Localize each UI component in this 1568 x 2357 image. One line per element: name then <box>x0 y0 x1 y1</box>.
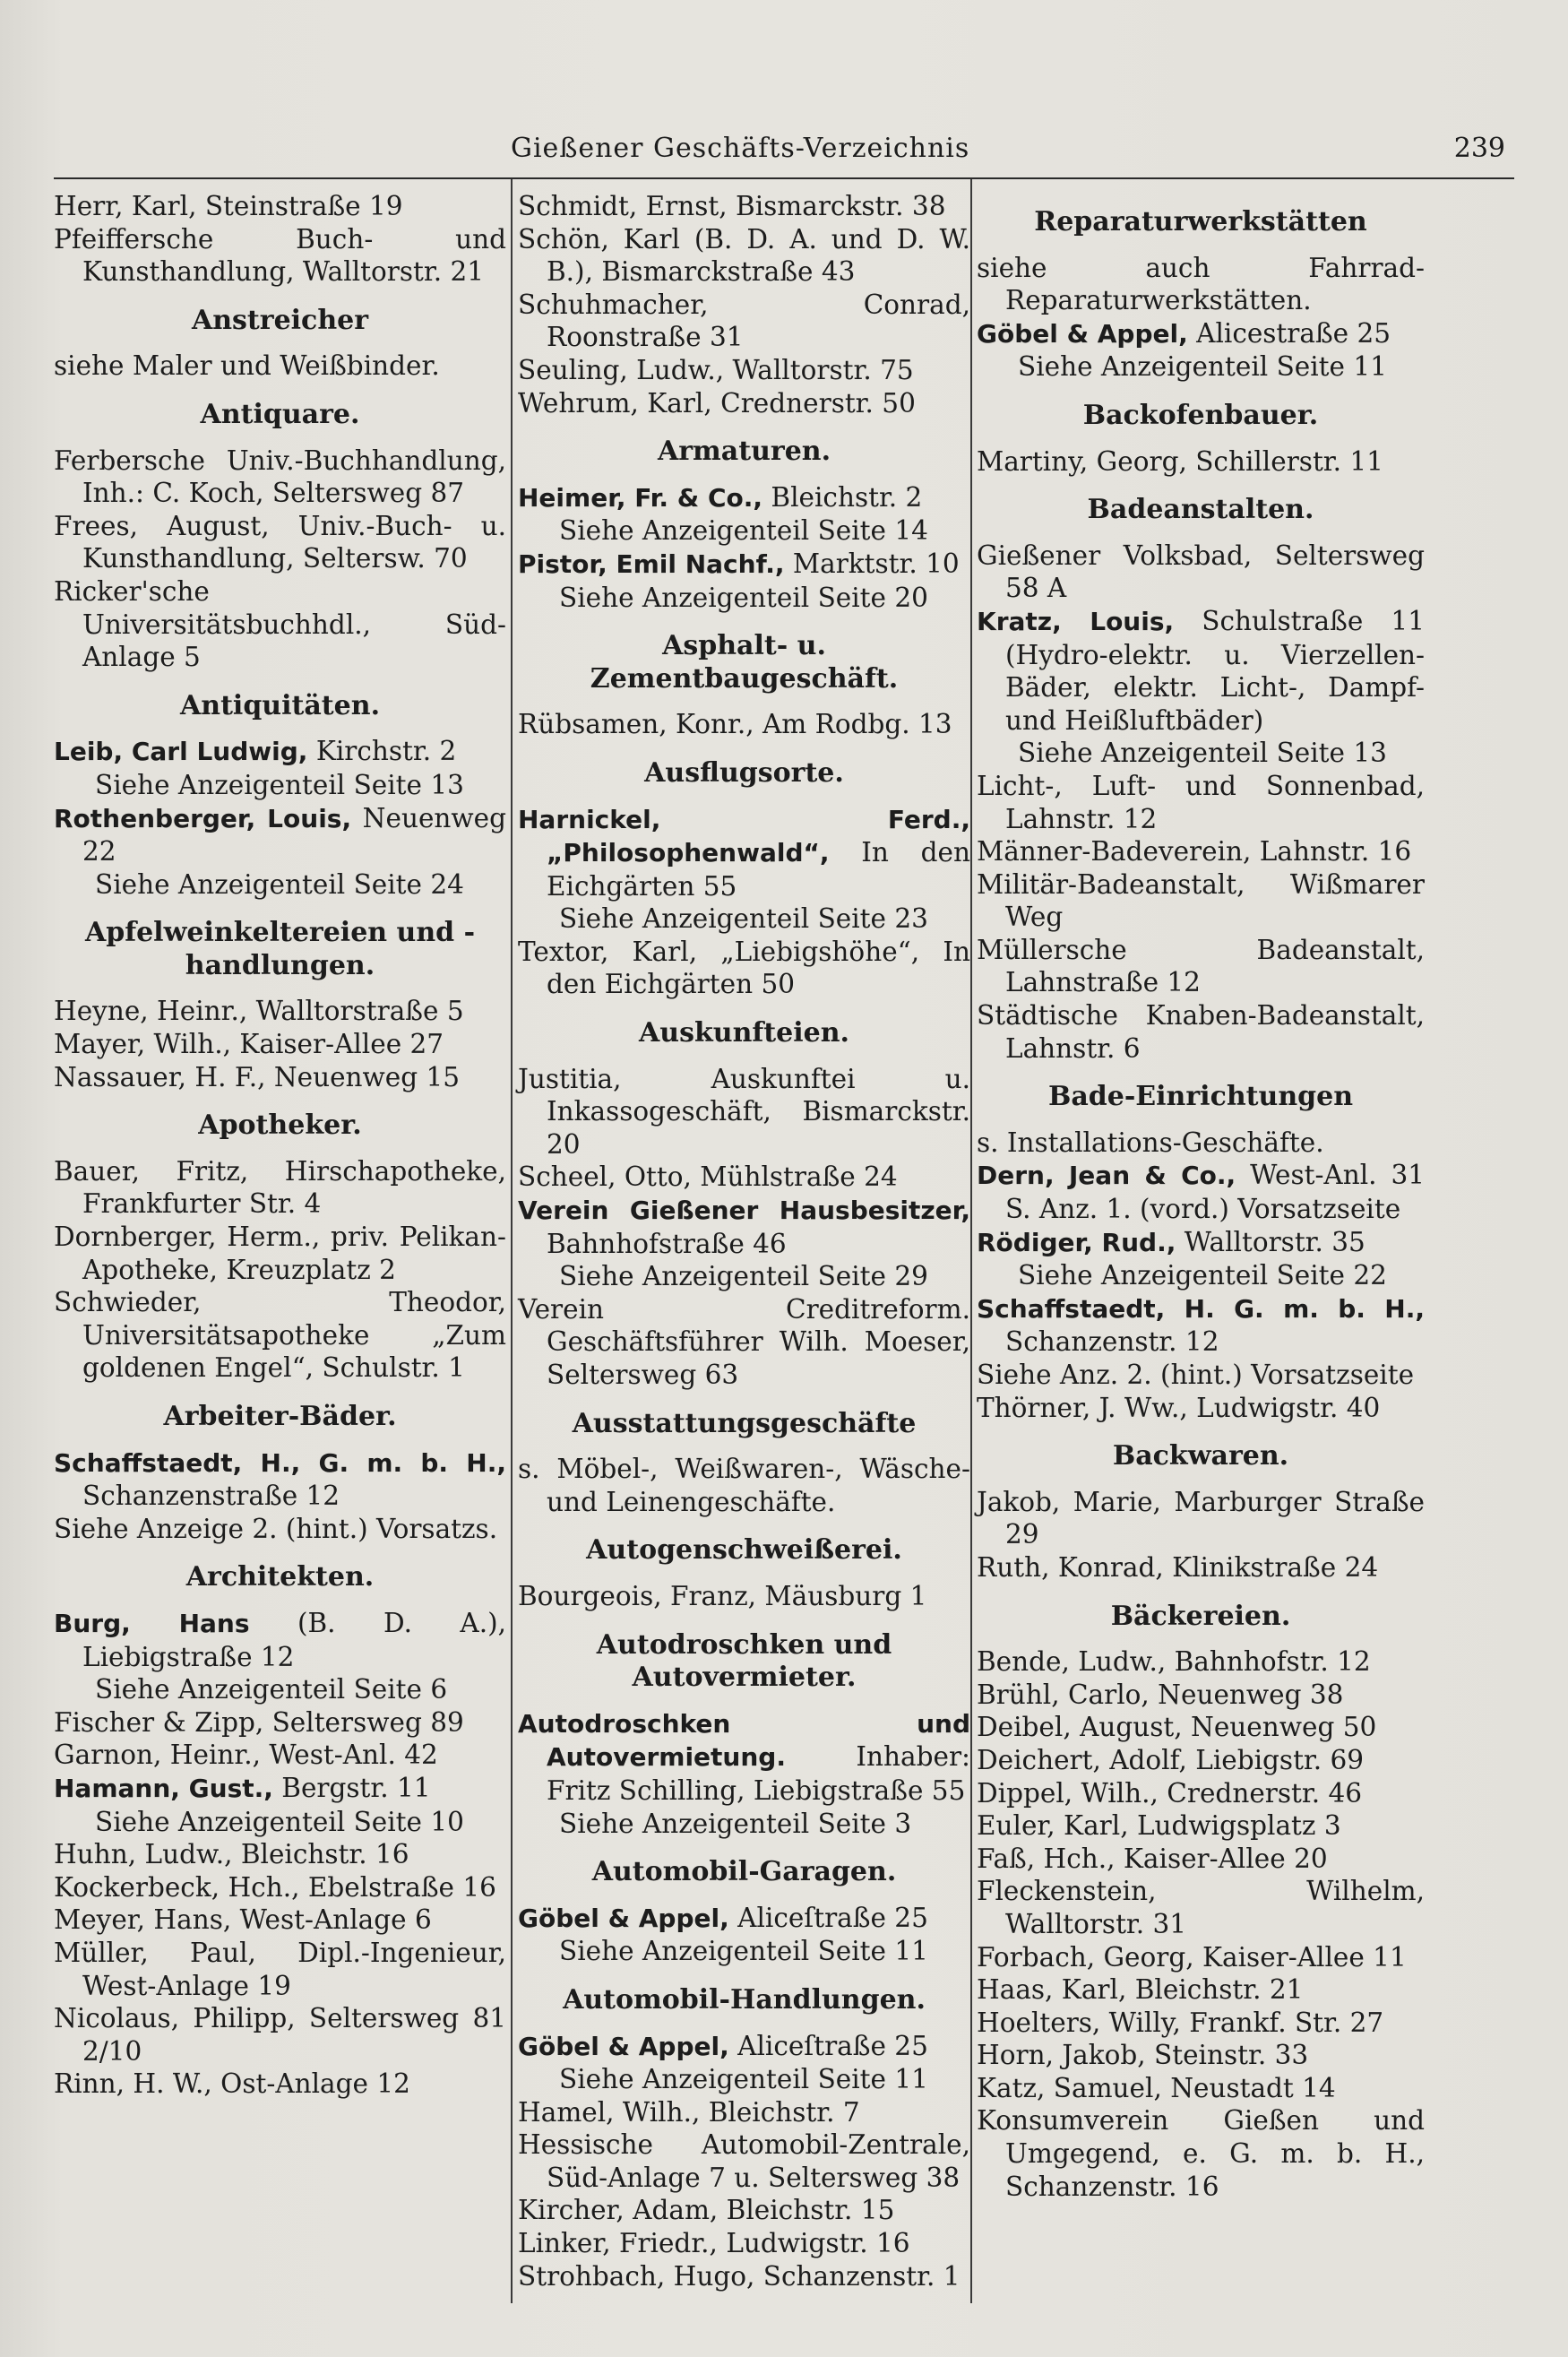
directory-entry: Kircher, Adam, Bleichstr. 15 <box>518 2195 895 2226</box>
directory-entry: Siehe Anzeige 2. (hint.) Vorsatzs. <box>54 1513 498 1544</box>
entry-detail: Aliceſtraße 25 <box>737 1902 928 1933</box>
directory-entry <box>977 605 1425 737</box>
entry-detail: Bahnhofstraße 46 <box>547 1228 787 1259</box>
directory-entry: Ruth, Konrad, Klinikstraße 24 <box>977 1551 1379 1583</box>
directory-entry: Licht-, Luft- und Sonnenbad, Lahnstr. 12 <box>977 770 1425 834</box>
page-number: 239 <box>1453 133 1505 164</box>
column-middle <box>518 190 970 2292</box>
entry-name-bold: Harnickel, Ferd., „Philosophenwald“, <box>518 804 970 868</box>
directory-entry: Strohbach, Hugo, Schanzenstr. 1 <box>518 2260 961 2292</box>
entry-name-bold: Schaffstaedt, H. G. m. b. H., <box>977 1293 1425 1324</box>
directory-entry <box>54 802 506 868</box>
section-heading: Automobil-Handlungen. <box>563 1983 926 2016</box>
entry-detail: Marktstr. 10 <box>792 548 960 579</box>
directory-entry <box>518 1707 970 1808</box>
entry-detail: Schanzenstraße 12 <box>82 1481 340 1512</box>
directory-entry: siehe auch Fahrrad-Reparaturwerkstätten. <box>977 252 1425 316</box>
section-heading: Antiquitäten. <box>179 689 381 721</box>
directory-entry <box>518 1194 970 1260</box>
directory-entry: Verein Creditreform. Geschäftsführer Wilh. Moeser, Seltersweg 63 <box>518 1293 970 1390</box>
ad-reference: Siehe Anzeigenteil Seite 10 <box>95 1806 464 1837</box>
entry-detail: Neuenweg 22 <box>82 802 506 868</box>
directory-entry: Schön, Karl (B. D. A. und D. W. B.), Bismarckstraße 43 <box>518 223 970 288</box>
section-heading: Asphalt- u. Zementbaugeschäft. <box>590 630 899 695</box>
ad-reference: Siehe Anzeigenteil Seite 22 <box>1018 1260 1387 1291</box>
section-heading: Ausstattungsgeschäfte <box>572 1407 917 1439</box>
directory-entry: Schwieder, Theodor, Universitätsapotheke „Zum goldenen Engel“, Schulstr. 1 <box>54 1287 506 1384</box>
section-heading: Anstreicher <box>191 304 369 336</box>
entry-name-bold: Pistor, Emil Nachf., <box>518 548 785 579</box>
ad-reference: Siehe Anzeigenteil Seite 24 <box>95 868 464 900</box>
section-heading: Badeanstalten. <box>1087 494 1314 526</box>
directory-entry: Bende, Ludw., Bahnhofstr. 12 <box>977 1646 1371 1678</box>
entry-detail: Kirchstr. 2 <box>315 736 457 767</box>
entry-name-bold: Rothenberger, Louis, <box>54 803 352 833</box>
directory-entry: Brühl, Carlo, Neuenweg 38 <box>977 1679 1344 1710</box>
directory-entry: Rübsamen, Konr., Am Rodbg. 13 <box>518 709 952 740</box>
section-heading: Arbeiter-Bäder. <box>163 1401 397 1432</box>
directory-entry: Kockerbeck, Hch., Ebelstraße 16 <box>54 1871 496 1903</box>
directory-entry: Hoelters, Willy, Frankf. Str. 27 <box>977 2007 1384 2038</box>
directory-entry: Fleckenstein, Wilhelm, Walltorstr. 31 <box>977 1876 1425 1939</box>
entry-detail: Aliceſtraße 25 <box>737 2030 928 2061</box>
section-heading: Backwaren. <box>1112 1440 1289 1472</box>
column-divider <box>511 179 513 2303</box>
directory-entry: Horn, Jakob, Steinstr. 33 <box>977 2040 1309 2071</box>
entry-name-bold: Göbel & Appel, <box>518 2031 729 2061</box>
directory-entry: Mayer, Wilh., Kaiser-Allee 27 <box>54 1029 444 1060</box>
directory-entry: Pfeiffersche Buch- und Kunsthandlung, Walltorstr. 21 <box>54 223 506 288</box>
entry-detail: Walltorstr. 35 <box>1184 1226 1366 1257</box>
directory-entry: Linker, Friedr., Ludwigstr. 16 <box>518 2228 910 2259</box>
section-heading: Apfelweinkeltereien und -handlungen. <box>84 917 476 981</box>
directory-entry: Dippel, Wilh., Crednerstr. 46 <box>977 1777 1363 1809</box>
directory-entry: Frees, August, Univ.-Buch- u. Kunsthandlung, Seltersw. 70 <box>54 510 506 574</box>
directory-entry <box>54 1607 506 1673</box>
directory-entry: Textor, Karl, „Liebigshöhe“, In den Eichgärten 50 <box>518 936 970 1000</box>
directory-entry: Jakob, Marie, Marburger Straße 29 <box>977 1486 1425 1550</box>
directory-entry: Müllersche Badeanstalt, Lahnstraße 12 <box>977 934 1425 998</box>
directory-entry <box>54 1772 506 1806</box>
section-heading: Autogenschweißerei. <box>586 1534 902 1567</box>
directory-entry: siehe Maler und Weißbinder. <box>54 350 440 382</box>
directory-entry: Deichert, Adolf, Liebigstr. 69 <box>977 1744 1365 1775</box>
header-title: Gießener Geschäfts-Verzeichnis <box>511 133 970 164</box>
entry-name-bold: Schaffstaedt, H., G. m. b. H., <box>54 1447 506 1478</box>
section-heading: Bäckereien. <box>1110 1600 1291 1632</box>
entry-detail: Bergstr. 11 <box>281 1772 431 1803</box>
directory-entry: Schuhmacher, Conrad, Roonstraße 31 <box>518 289 970 353</box>
entry-name-bold: Heimer, Fr. & Co., <box>518 482 763 513</box>
section-heading: Autodroschken und Autovermieter. <box>596 1628 892 1694</box>
section-heading: Automobil-Garagen. <box>591 1856 897 1888</box>
directory-entry: Nassauer, H. F., Neuenweg 15 <box>54 1061 461 1092</box>
column-divider <box>970 179 972 2303</box>
running-header <box>502 133 1505 168</box>
directory-entry: Justitia, Auskunftei u. Inkassogeschäft, Bismarckstr. 20 <box>518 1063 970 1160</box>
directory-entry <box>518 548 970 582</box>
directory-entry: Müller, Paul, Dipl.-Ingenieur, West-Anlage 19 <box>54 1937 506 2001</box>
entry-name-bold: Burg, Hans <box>54 1608 250 1638</box>
directory-entry: Heyne, Heinr., Walltorstraße 5 <box>54 996 464 1027</box>
directory-entry: Thörner, J. Ww., Ludwigstr. 40 <box>977 1392 1381 1423</box>
directory-entry: Fischer & Zipp, Seltersweg 89 <box>54 1706 464 1738</box>
directory-entry <box>977 1226 1425 1260</box>
directory-entry: Seuling, Ludw., Walltorstr. 75 <box>518 354 914 385</box>
section-heading: Armaturen. <box>657 436 831 468</box>
directory-entry: Bauer, Fritz, Hirschapotheke, Frankfurter Str. 4 <box>54 1155 506 1220</box>
ad-reference: Siehe Anzeigenteil Seite 6 <box>95 1674 448 1705</box>
directory-entry: Bourgeois, Franz, Mäusburg 1 <box>518 1580 927 1611</box>
directory-entry: Gießener Volksbad, Seltersweg 58 A <box>977 540 1425 604</box>
ad-reference: Siehe Anzeigenteil Seite 11 <box>559 2064 928 2095</box>
directory-entry: Militär-Badeanstalt, Wißmarer Weg <box>977 868 1425 933</box>
entry-name-bold: Leib, Carl Ludwig, <box>54 737 308 767</box>
directory-entry: Faß, Hch., Kaiser-Allee 20 <box>977 1843 1328 1874</box>
ad-reference: Siehe Anzeigenteil Seite 11 <box>559 1936 928 1967</box>
directory-entry: Martiny, Georg, Schillerstr. 11 <box>977 445 1383 477</box>
directory-entry: Schmidt, Ernst, Bismarckstr. 38 <box>518 191 946 221</box>
section-heading: Ausflugsorte. <box>644 756 844 789</box>
directory-entry: Ricker'sche Universitätsbuchhdl., Süd-Anlage 5 <box>54 575 506 673</box>
ad-reference: Siehe Anzeigenteil Seite 3 <box>559 1808 912 1839</box>
directory-entry: Herr, Karl, Steinstraße 19 <box>54 191 403 221</box>
entry-name-bold: Autodroschken und Autovermietung. <box>518 1708 970 1773</box>
directory-entry <box>977 1159 1425 1225</box>
entry-detail: Alicestraße 25 <box>1196 317 1391 349</box>
entry-detail: In den Eichgärten 55 <box>547 837 970 902</box>
directory-entry <box>977 317 1425 351</box>
ad-reference: Siehe Anzeigenteil Seite 13 <box>95 769 464 800</box>
ad-reference: Siehe Anzeigenteil Seite 11 <box>1018 351 1387 383</box>
ad-reference: Siehe Anzeigenteil Seite 29 <box>559 1261 928 1292</box>
ad-reference: Siehe Anzeigenteil Seite 13 <box>1018 738 1387 769</box>
directory-entry: Wehrum, Karl, Crednerstr. 50 <box>518 387 916 419</box>
section-heading: Backofenbauer. <box>1082 399 1319 431</box>
entry-detail: Schanzenstr. 12 <box>1005 1326 1219 1358</box>
ad-reference: Siehe Anzeigenteil Seite 23 <box>559 903 928 935</box>
section-heading: Reparaturwerkstätten <box>1034 206 1367 237</box>
column-right <box>977 190 1425 2203</box>
directory-entry: Huhn, Ludw., Bleichstr. 16 <box>54 1839 409 1870</box>
directory-entry <box>977 1292 1425 1359</box>
ad-reference: Siehe Anzeigenteil Seite 20 <box>559 582 928 613</box>
directory-entry: Ferbersche Univ.-Buchhandlung, Inh.: C. Koch, Seltersweg 87 <box>54 445 506 509</box>
directory-entry: Scheel, Otto, Mühlstraße 24 <box>518 1161 898 1193</box>
directory-entry: Männer-Badeverein, Lahnstr. 16 <box>977 836 1412 868</box>
directory-entry: Katz, Samuel, Neustadt 14 <box>977 2072 1336 2103</box>
directory-entry: Forbach, Georg, Kaiser-Allee 11 <box>977 1941 1407 1973</box>
entry-name-bold: Göbel & Appel, <box>518 1903 729 1933</box>
entry-detail: (B. D. A.), Liebigstraße 12 <box>82 1607 506 1672</box>
directory-entry: Meyer, Hans, West-Anlage 6 <box>54 1904 432 1936</box>
entry-detail: West-Anl. 31 S. Anz. 1. (vord.) Vorsatzseite <box>1005 1160 1425 1225</box>
directory-entry: Siehe Anz. 2. (hint.) Vorsatzseite <box>977 1360 1415 1390</box>
entry-name-bold: Hamann, Gust., <box>54 1773 273 1803</box>
entry-detail: Bleichstr. 2 <box>771 481 923 513</box>
directory-entry: Nicolaus, Philipp, Seltersweg 81 2/10 <box>54 2003 506 2067</box>
entry-name-bold: Dern, Jean & Co., <box>977 1161 1236 1191</box>
directory-entry: Städtische Knaben-Badeanstalt, Lahnstr. 6 <box>977 1000 1425 1064</box>
section-heading: Antiquare. <box>200 398 360 430</box>
directory-entry <box>54 1446 506 1513</box>
directory-entry: Konsumverein Gießen und Umgegend, e. G. m. b. H., Schanzenstr. 16 <box>977 2105 1425 2202</box>
section-heading: Bade-Einrichtungen <box>1047 1081 1354 1113</box>
ad-reference: Siehe Anzeigenteil Seite 14 <box>559 515 928 547</box>
directory-entry: Garnon, Heinr., West-Anl. 42 <box>54 1740 438 1771</box>
entry-name-bold: Göbel & Appel, <box>977 318 1188 349</box>
directory-entry: Rinn, H. W., Ost-Anlage 12 <box>54 2068 410 2100</box>
entry-detail: Schulstraße 11 (Hydro-elektr. u. Vierzellen-Bäder, elektr. Licht-, Dampf- und Heißluftbäder) <box>1005 605 1425 736</box>
directory-entry: Hessische Automobil-Zentrale, Süd-Anlage 7 u. Seltersweg 38 <box>518 2129 970 2193</box>
directory-entry: Euler, Karl, Ludwigsplatz 3 <box>977 1810 1341 1842</box>
section-heading: Apotheker. <box>198 1109 362 1142</box>
directory-entry: Hamel, Wilh., Bleichstr. 7 <box>518 2096 860 2128</box>
section-heading: Auskunfteien. <box>639 1017 849 1049</box>
entry-name-bold: Kratz, Louis, <box>977 606 1175 636</box>
directory-entry <box>518 481 970 515</box>
section-heading: Architekten. <box>185 1561 375 1593</box>
directory-entry: s. Installations-Geschäfte. <box>977 1127 1324 1158</box>
directory-entry: Deibel, August, Neuenweg 50 <box>977 1712 1377 1743</box>
header-rule <box>54 177 1514 179</box>
entry-name-bold: Rödiger, Rud., <box>977 1227 1176 1257</box>
directory-entry <box>518 2030 970 2064</box>
directory-entry: s. Möbel-, Weißwaren-, Wäsche- und Leinengeschäfte. <box>518 1454 970 1517</box>
directory-entry: Haas, Karl, Bleichstr. 21 <box>977 1974 1304 2006</box>
directory-entry: Dornberger, Herm., priv. Pelikan-Apotheke, Kreuzplatz 2 <box>54 1222 506 1285</box>
directory-entry <box>54 735 506 769</box>
column-left <box>54 190 506 2101</box>
entry-detail: Inhaber: Fritz Schilling, Liebigstraße 55 <box>547 1741 970 1806</box>
entry-name-bold: Verein Gießener Hausbesitzer, <box>518 1196 970 1226</box>
directory-entry <box>518 1902 970 1936</box>
directory-entry <box>518 803 970 903</box>
